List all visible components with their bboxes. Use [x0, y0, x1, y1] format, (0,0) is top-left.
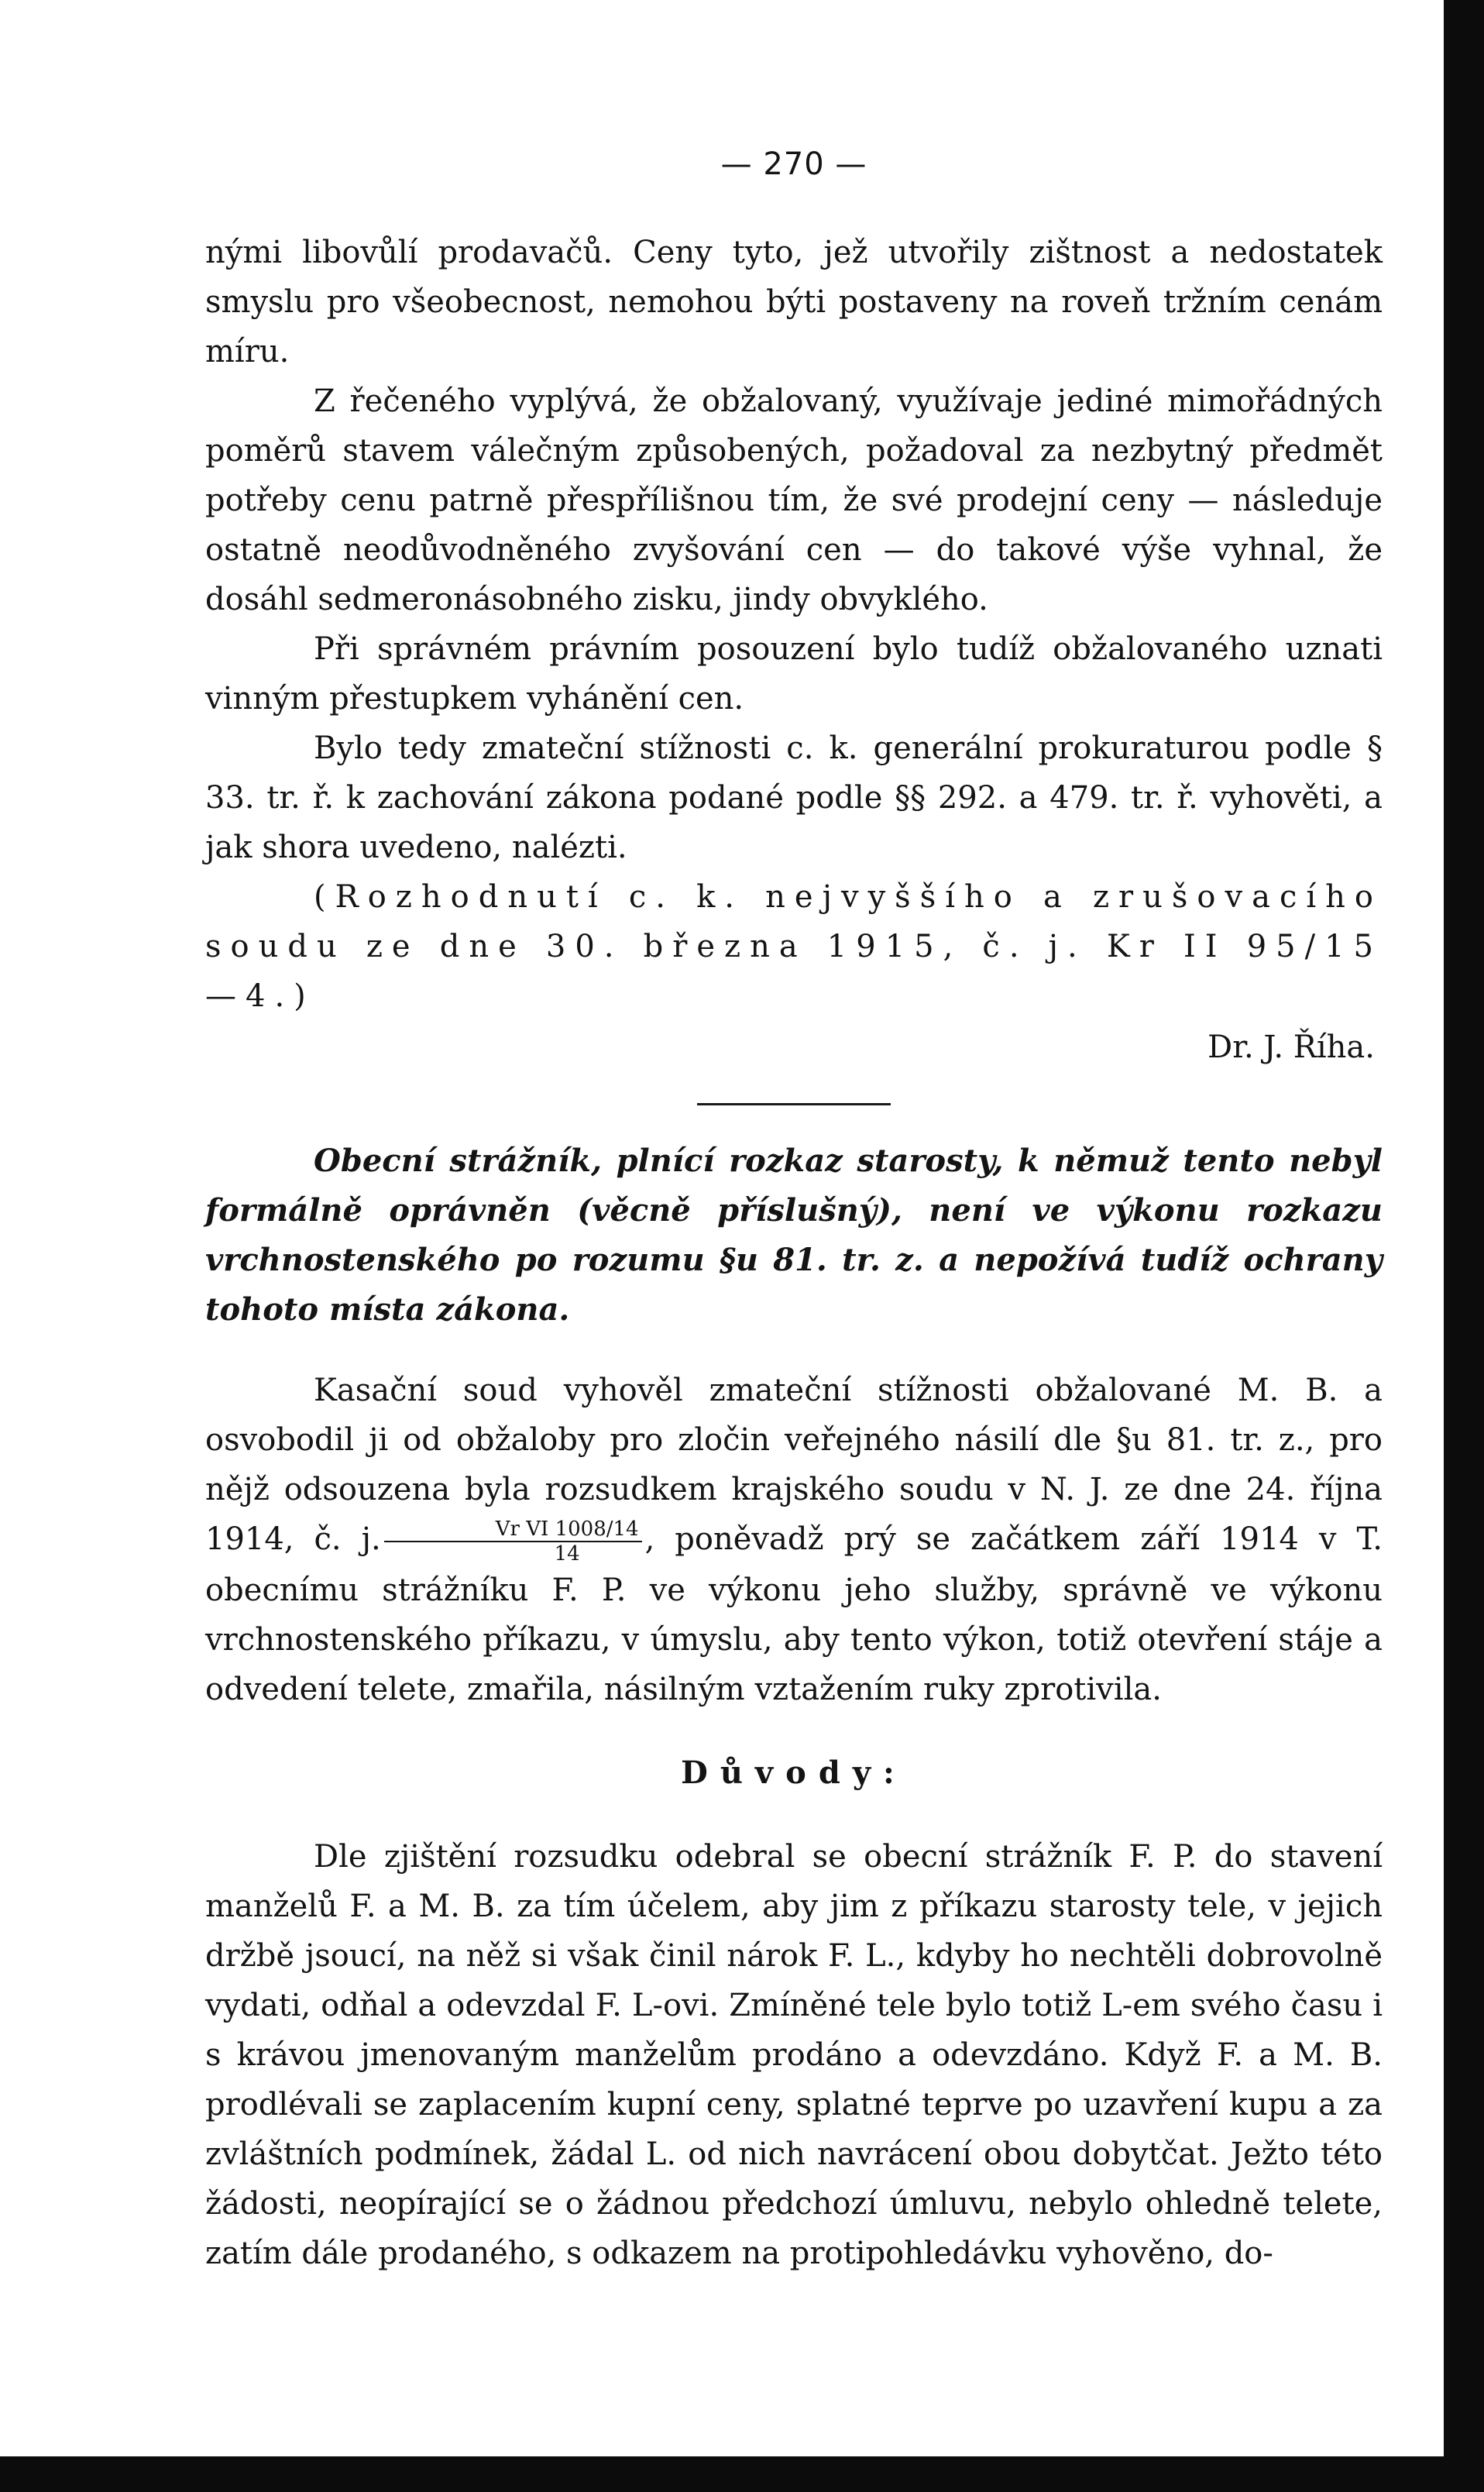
- paragraph-reasons: Dle zjištění rozsudku odebral se obecní strážník F. P. do stavení manželů F. a M. B. za tím účelem, aby jim z příkazu starosty tele, v jejich držbě jsoucí, na něž si však činil nárok F. L., kdyby ho nechtěli dobrovolně vydati, odňal a odevzdal F. L-ovi. Zmíněné tele bylo totiž L-em svého času i s krávou jmenovaným manželům prodáno a odevzdáno. Když F. a M. B. prodlévali se zaplacením kupní ceny, splatné teprve po uzavření kupu a za zvláštních podmínek, žádal L. od nich navrácení obou dobytčat. Ježto této žádosti, neopírající se o žádnou předchozí úmluvu, nebylo ohledně telete, zatím dále prodaného, s odkazem na protipohledávku vyhověno, do-: [205, 1839, 1383, 2271]
- decision-citation: (Rozhodnutí c. k. nejvyššího a zrušovacího soudu ze dne 30. března 1915, č. j. Kr II 95/15—4.): [205, 879, 1383, 1014]
- author-signature: Dr. J. Říha.: [1207, 1029, 1375, 1065]
- scan-border-right: [1444, 0, 1484, 2492]
- paragraph-continuation: nými libovůlí prodavačů. Ceny tyto, jež utvořily zištnost a nedostatek smyslu pro všeobecnost, nemohou býti postaveny na roveň tržním cenám míru.: [205, 235, 1383, 370]
- paragraph-case-summary: [205, 1366, 1383, 1714]
- paragraph-ruling: Bylo tedy zmateční stížnosti c. k. generální prokuraturou podle § 33. tr. ř. k zachování zákona podané podle §§ 292. a 479. tr. ř. vyhověti, a jak shora uvedeno, nalézti.: [205, 730, 1383, 865]
- page-number: — 270 —: [720, 146, 867, 182]
- case-reference-fraction: [384, 1518, 642, 1566]
- fraction-denominator: 14: [554, 1542, 580, 1566]
- fraction-numerator: Vr VI 1008/14: [384, 1518, 642, 1542]
- paragraph-reasoning: Z řečeného vyplývá, že obžalovaný, využívaje jediné mimořádných poměrů stavem válečným způsobených, požadoval za nezbytný předmět potřeby cenu patrně přespřílišnou tím, že své prodejní ceny — následuje ostatně neodůvodněného zvyšování cen — do takové výše vyhnal, že dosáhl sedmeronásobného zisku, jindy obvyklého.: [205, 383, 1383, 617]
- section-divider: [697, 1103, 891, 1105]
- case-text-end: , poněvadž prý se začátkem září 1914 v T. obecnímu strážníku F. P. ve výkonu jeho služby, správně ve výkonu vrchnostenského příkazu, v úmyslu, aby tento výkon, totiž otevření stáje a odvedení telete, zmařila, násilným vztažením ruky zprotivila.: [205, 1521, 1383, 1707]
- case-text-start: Kasační soud vyhověl zmateční stížnosti obžalované M. B. a osvobodil ji od obžaloby pro zločin veřejného násilí dle §u 81. tr. z., pro nějž odsouzena byla rozsudkem krajského soudu v N. J. ze dne 24. října 1914, č. j.: [205, 1373, 1383, 1557]
- case-headnote: Obecní strážník, plnící rozkaz starosty, k němuž tento nebyl formálně oprávněn (věcně příslušný), není ve výkonu rozkazu vrchnostenského po rozumu §u 81. tr. z. a nepožívá tudíž ochrany tohoto místa zákona.: [205, 1143, 1383, 1328]
- document-page: [205, 139, 1383, 2278]
- section-heading-reasons: Důvody:: [681, 1755, 907, 1791]
- scan-border-bottom: [0, 2456, 1484, 2492]
- paragraph-legal-assessment: Při správném právním posouzení bylo tudíž obžalovaného uznati vinným přestupkem vyhánění cen.: [205, 631, 1383, 717]
